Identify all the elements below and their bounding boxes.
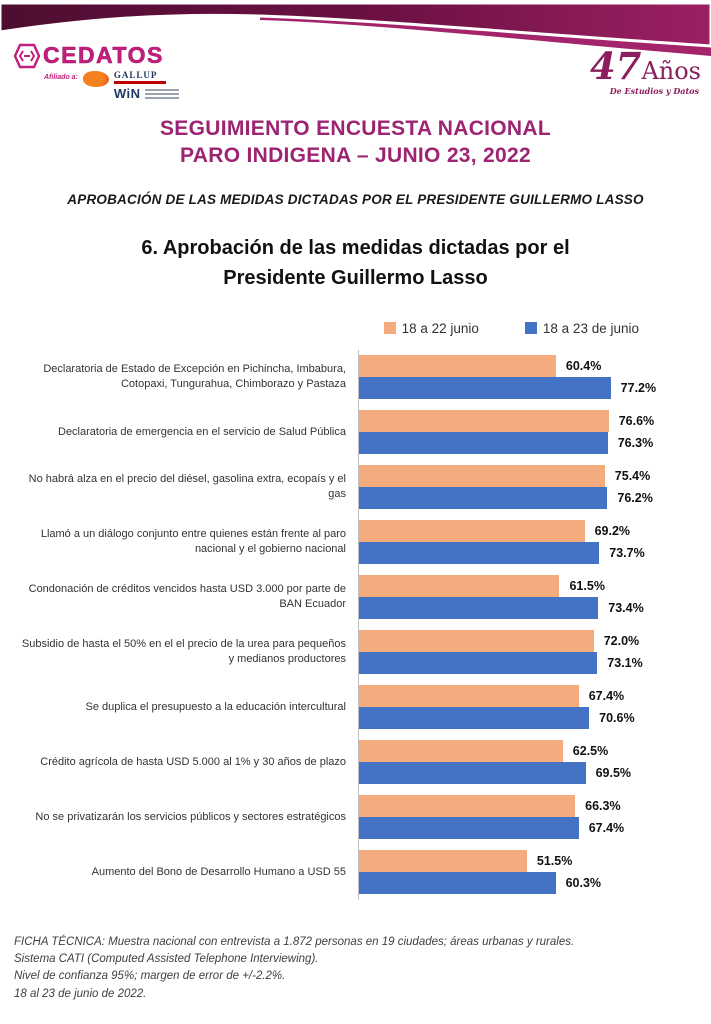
value-label: 76.2% [617,491,653,506]
footer-line-1: FICHA TÉCNICA: Muestra nacional con entrevista a 1.872 personas en 19 ciudades; áreas urbanas y rurales. [14,935,575,948]
value-label: 60.3% [565,876,602,891]
footer-line-3: Nivel de confianza 95%; margen de error de +/-2.2%. [14,970,286,983]
survey-title-line2: PARO INDIGENA – JUNIO 23, 2022 [180,143,531,167]
chart-row [0,515,711,570]
cedatos-wordmark: CEDATOS [43,42,164,68]
bar-18a22 [359,575,559,597]
bar-18a22 [359,520,585,542]
gallup-wordmark: GALLUP [113,70,158,80]
legend-swatch-blue [525,322,537,334]
bar-18a23 [359,432,608,454]
win-wordmark: WiN [113,86,141,101]
category-label: No habrá alza en el precio del diésel, gasolina extra, ecopaís y el gas [28,472,346,501]
afiliado-label: Afiliado a: [44,74,78,81]
legend-swatch-orange [384,322,396,334]
logo-row [0,42,711,110]
bar-line [359,465,711,487]
bar-line [359,355,711,377]
chart-row [0,350,711,405]
bar-line [359,410,711,432]
survey-title-line1: SEGUIMIENTO ENCUESTA NACIONAL [160,117,551,140]
bar-18a22 [359,630,594,652]
world-map-icon [83,71,109,87]
bar-18a22 [359,740,563,762]
bar-line [359,652,711,674]
bar-18a23 [359,872,556,894]
value-label: 75.4% [614,469,651,484]
category-label: Llamó a un diálogo conjunto entre quienes están frente al paro nacional y el gobierno nacional [40,527,346,556]
value-label: 61.5% [569,579,605,594]
legend-label-series2: 18 a 23 de junio [542,320,639,336]
category-label: Aumento del Bono de Desarrollo Humano a USD 55 [91,865,346,878]
survey-title [0,116,711,170]
chart-row [0,790,711,845]
value-label: 62.5% [572,744,609,759]
bar-line [359,685,711,707]
chart-legend [0,321,711,336]
anniversary-logo [589,44,701,96]
value-label: 67.4% [588,689,625,704]
chart-title-line1: 6. Aprobación de las medidas dictadas por el [141,236,570,259]
value-label: 76.3% [617,436,654,451]
bar-18a23 [359,542,599,564]
bar-line [359,520,711,542]
category-label: Declaratoria de emergencia en el servicio de Salud Pública [58,425,346,438]
bar-line [359,740,711,762]
bar-line [359,377,711,399]
category-bars [358,845,711,900]
legend-item-series1 [384,321,479,336]
category-label: Condonación de créditos vencidos hasta USD 3.000 por parte de BAN Ecuador [28,582,346,611]
category-bars [358,515,711,570]
bar-18a22 [359,410,609,432]
anniversary-subtitle: De Estudios y Datos [609,86,699,96]
category-bars [358,680,711,735]
category-bars [358,735,711,790]
value-label: 73.1% [607,656,643,671]
value-label: 69.2% [594,524,631,539]
bar-line [359,872,711,894]
anniversary-number: 47 [589,44,642,88]
anniversary-word: Años [641,57,701,85]
chart-row [0,735,711,790]
chart-title-line2: Presidente Guillermo Lasso [223,266,488,289]
value-label: 76.6% [618,414,655,429]
bar-line [359,795,711,817]
value-label: 73.4% [608,601,644,616]
technical-note [14,934,711,1003]
value-label: 72.0% [603,634,640,649]
bar-18a22 [359,795,575,817]
category-label: Crédito agrícola de hasta USD 5.000 al 1% y 30 años de plazo [40,755,346,768]
bar-18a23 [359,762,586,784]
chart-row [0,845,711,900]
survey-subtitle: APROBACIÓN DE LAS MEDIDAS DICTADAS POR EL PRESIDENTE GUILLERMO LASSO [67,191,644,207]
footer-line-2: Sistema CATI (Computed Assisted Telephone Interviewing). [14,953,319,965]
bar-18a23 [359,707,589,729]
category-bars [358,405,711,460]
category-label: Subsidio de hasta el 50% en el el precio de la urea para pequeños y medianos productores [21,637,346,666]
footer-line-4: 18 al 23 de junio de 2022. [14,987,147,1000]
value-label: 73.7% [609,546,645,561]
value-label: 69.5% [595,766,632,781]
bar-18a23 [359,377,611,399]
value-label: 67.4% [588,821,625,836]
chart-row [0,460,711,515]
bar-18a22 [359,685,579,707]
bar-line [359,762,711,784]
bar-line [359,542,711,564]
gallup-red-bar [114,81,166,84]
bar-18a22 [359,465,605,487]
chart-title [0,233,711,293]
bar-18a23 [359,817,579,839]
bar-chart [0,350,711,900]
cedatos-hexagon-icon [14,43,40,69]
value-label: 66.3% [585,799,621,814]
category-bars [358,570,711,625]
bar-line [359,487,711,509]
bar-18a23 [359,652,597,674]
bar-18a23 [359,487,607,509]
bar-line [359,817,711,839]
category-bars [358,790,711,845]
legend-label-series1: 18 a 22 junio [401,320,479,336]
category-label: Se duplica el presupuesto a la educación intercultural [85,700,346,713]
category-bars [358,350,711,405]
chart-row [0,570,711,625]
value-label: 60.4% [565,359,602,374]
cedatos-logo [14,42,179,101]
category-label: No se privatizarán los servicios públicos y sectores estratégicos [35,810,346,823]
value-label: 70.6% [599,711,635,726]
bar-line [359,630,711,652]
bar-line [359,707,711,729]
category-bars [358,460,711,515]
bar-line [359,597,711,619]
value-label: 51.5% [536,854,573,869]
legend-item-series2 [525,321,639,336]
bar-line [359,850,711,872]
category-label: Declaratoria de Estado de Excepción en Pichincha, Imbabura, Cotopaxi, Tungurahua, Chimborazo y Pastaza [43,362,346,391]
chart-rows [0,350,711,900]
chart-row [0,405,711,460]
bar-line [359,432,711,454]
bar-18a23 [359,597,598,619]
value-label: 77.2% [620,381,657,396]
bar-18a22 [359,850,527,872]
chart-row [0,680,711,735]
bar-line [359,575,711,597]
category-bars [358,625,711,680]
win-small-text-lines [145,89,179,99]
bar-18a22 [359,355,556,377]
chart-row [0,625,711,680]
